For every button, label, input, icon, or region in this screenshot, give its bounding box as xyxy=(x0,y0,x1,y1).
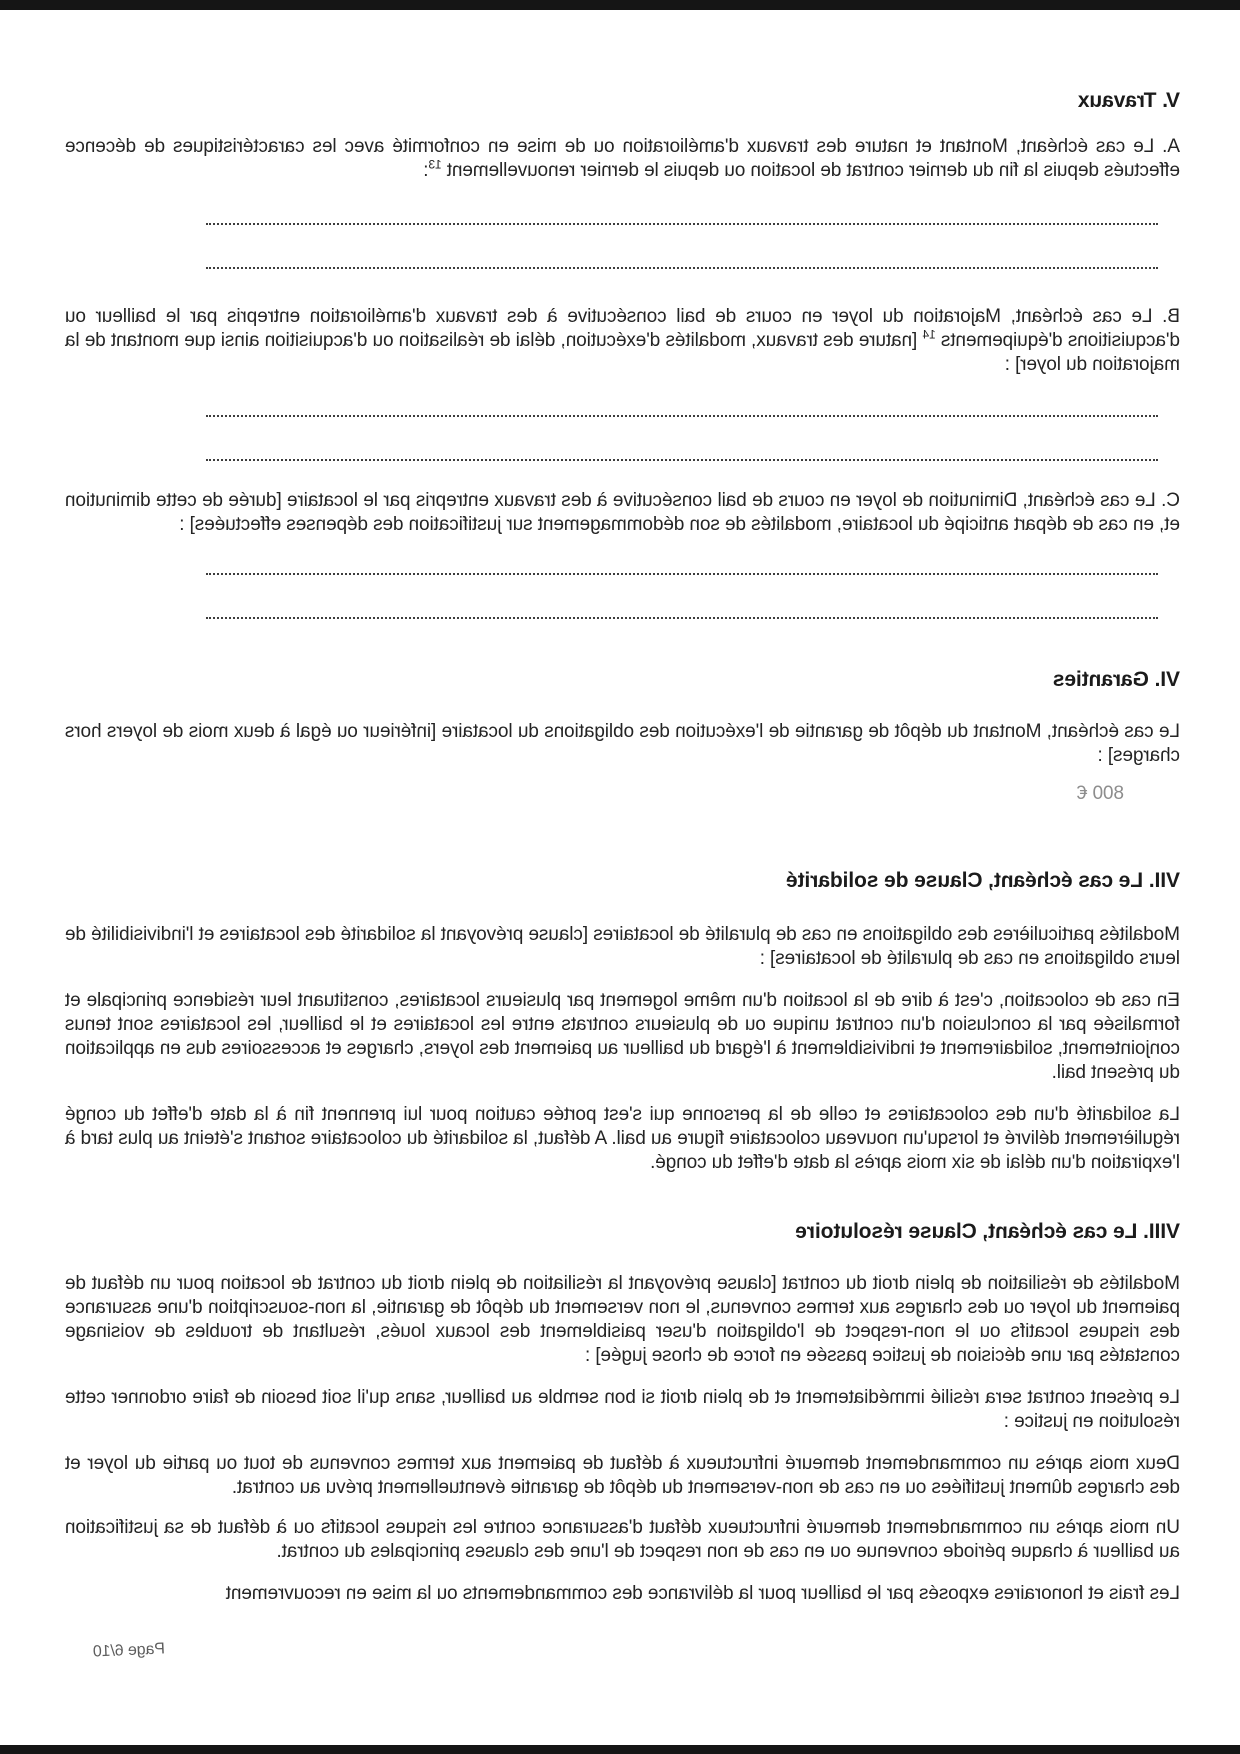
deposit-amount: 800 € xyxy=(1076,783,1124,804)
paragraph-travaux-b-after: [nature des travaux, modalités d'exécution, délai de réalisation ou d'acquisition ainsi que montant de la majoration du loyer] : xyxy=(65,330,1180,375)
section-title-travaux: V. Travaux xyxy=(1077,89,1180,112)
paragraph-garanties: Le cas échéant, Montant du dépôt de garantie de l'exécution des obligations du locataire [inférieur ou égal à deux mois de loyers hors charges] : xyxy=(65,721,1180,766)
paragraph-resolutoire-5: Les frais et honoraires exposés par le bailleur pour la délivrance des commandements ou la mise en recouvrement xyxy=(225,1583,1180,1604)
paragraph-travaux-b-text: B. Le cas échéant, Majoration du loyer en cours de bail consécutive à des travaux d'amélioration entrepris par le bailleur ou d'acquisitions d'équipements xyxy=(65,306,1180,351)
paragraph-solidarite-3: La solidarité d'un des colocataires et celle de la personne qui s'est portée caution pour lui prennent fin à la date d'effet du congé régulièrement délivré et lorsqu'un nouveau colocataire figure au bail. A défaut, la solidarité du colocataire sortant s'éteint au plus tard à l'expiration d'un délai de six mois après la date d'effet du congé. xyxy=(65,1104,1180,1173)
section-title-resolutoire: VIII. Le cas échéant, Clause résolutoire xyxy=(795,1220,1180,1243)
page-footer-area xyxy=(65,1638,1180,1663)
section-title-garanties: VI. Garanties xyxy=(1052,668,1180,691)
dotted-fill-line xyxy=(206,267,1158,269)
mirrored-scanned-page xyxy=(0,10,1240,1745)
paragraph-resolutoire-2: Le présent contrat sera résilié immédiatement et de plein droit si bon semble au bailleur, sans qu'il soit besoin de faire ordonner cette résolution en justice : xyxy=(65,1387,1180,1432)
paragraph-travaux-a-after: : xyxy=(423,160,429,181)
section-title-solidarite: VII. Le cas échéant, Clause de solidarité xyxy=(786,869,1180,892)
page-number: Page 6/10 xyxy=(92,1640,166,1661)
dotted-fill-line xyxy=(206,573,1158,575)
dotted-fill-line xyxy=(206,617,1158,619)
paragraph-resolutoire-4: Un mois après un commandement demeuré infructueux défaut d'assurance contre les risques locatifs ou à défaut de sa justification au bailleur à chaque période convenue ou en cas de non respect de l'une des clauses principales du contrat. xyxy=(65,1517,1180,1562)
paragraph-travaux-c: C. Le cas échéant, Diminution de loyer en cours de bail consécutive à des travaux entrepris par le locataire [durée de cette diminution et, en cas de départ anticipé du locataire, modalités de son dédommagement sur justification des dépenses effectuées] : xyxy=(65,490,1180,535)
paragraph-travaux-a xyxy=(65,135,1180,183)
lease-contract-page xyxy=(0,88,1240,1663)
scan-bottom-edge xyxy=(0,1745,1240,1754)
paragraph-resolutoire-3: Deux mois après un commandement demeuré infructueux à défaut de paiement aux termes convenus de tout ou partie du loyer et des charges dûment justifiées ou en cas de non-versement du dépôt de garantie éventuellement prévu au contrat. xyxy=(65,1453,1180,1498)
dotted-fill-line xyxy=(206,459,1158,461)
paragraph-resolutoire-1: Modalités de résiliation de plein droit du contrat [clause prévoyant la résiliation de plein droit du contrat de location pour un défaut de paiement du loyer ou des charges aux termes convenus, le non versement du dépôt de garantie, la non-souscription d'une assurance des risques locatifs ou le non-respect de l'obligation d'user paisiblement des locaux loués, résultant de troubles de voisinage constatés par une décision de justice passée en force de chose jugée] : xyxy=(65,1273,1180,1366)
footnote-ref-13: 13 xyxy=(428,157,442,172)
paragraph-solidarite-1: Modalités particulières des obligations en cas de pluralité de locataires [clause prévoyant la solidarité des locataires et l'indivisibilité de leurs obligations en cas de pluralité de locataires] : xyxy=(65,924,1180,969)
scan-top-edge xyxy=(0,0,1240,10)
paragraph-travaux-b xyxy=(65,305,1180,377)
dotted-fill-line xyxy=(206,223,1158,225)
paragraph-solidarite-2: En cas de colocation, c'est à dire de la location d'un même logement par plusieurs locataires, constituant leur résidence principale et formalisée par la conclusion d'un contrat unique ou de plusieurs contrats entre les locataires et le bailleur, les locataires sont tenus conjointement, solidairement et indivisiblement à l'égard du bailleur au paiement des loyers, charges et accessoires dus en application du présent bail. xyxy=(65,990,1180,1083)
paragraph-travaux-a-text: A. Le cas échéant, Montant et nature des travaux d'amélioration ou de mise en conformité avec les caractéristiques de décence effectués depuis la fin du dernier contrat de location ou depuis le dernier renouvellement xyxy=(65,136,1180,181)
dotted-fill-line xyxy=(206,415,1158,417)
footnote-ref-14: 14 xyxy=(922,327,936,342)
